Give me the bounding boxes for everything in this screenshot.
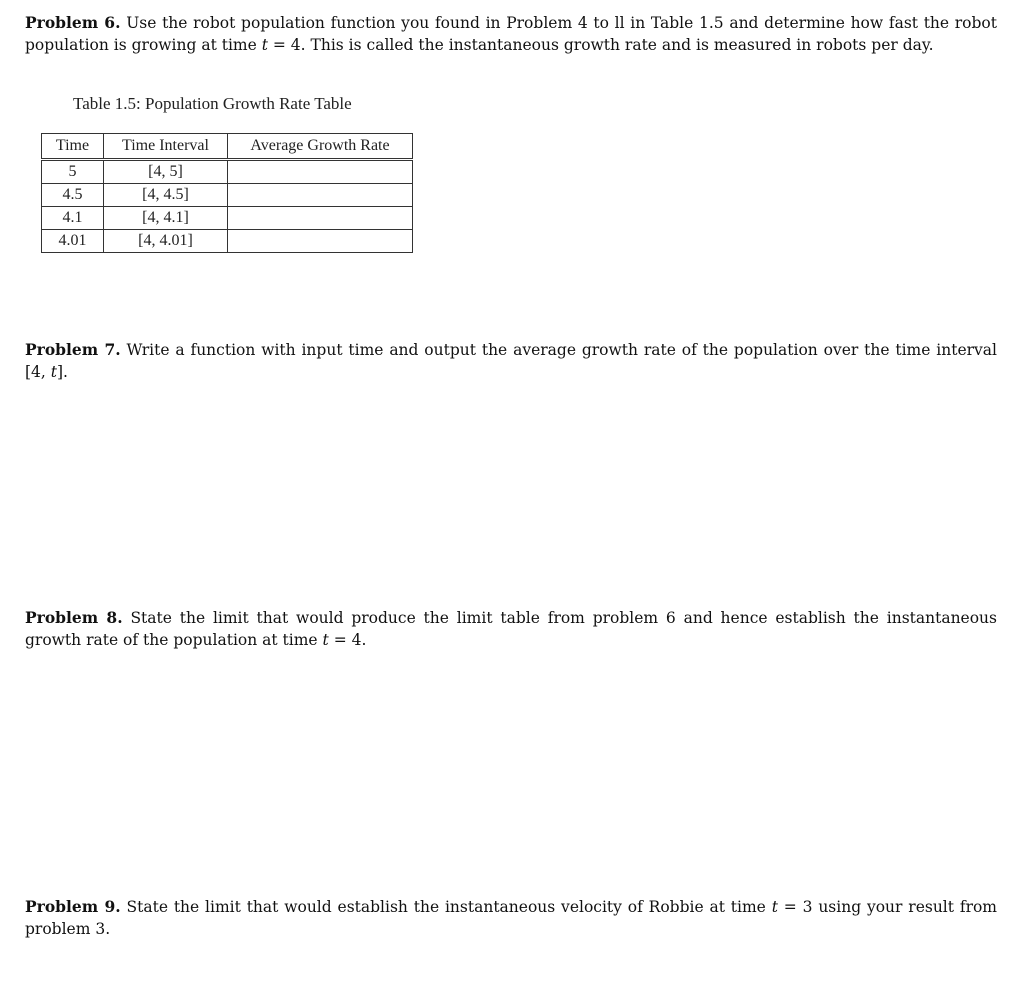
- cell-time: 4.1: [42, 207, 104, 230]
- cell-interval: [4, 4.01]: [104, 230, 228, 253]
- growth-rate-table: [41, 133, 413, 253]
- cell-rate: [228, 230, 413, 253]
- table-header-row: [42, 134, 413, 160]
- cell-rate: [228, 160, 413, 184]
- table-caption: Table 1.5: Population Growth Rate Table: [73, 94, 352, 113]
- problem-6-text-end: = 4. This is called the instantaneous growth rate and is measured in robots per day.: [267, 35, 934, 54]
- problem-9-text: State the limit that would establish the instantaneous velocity of Robbie at time: [120, 898, 772, 916]
- problem-7-label: Problem 7.: [25, 340, 121, 359]
- cell-rate: [228, 207, 413, 230]
- header-average-growth-rate: Average Growth Rate: [228, 134, 413, 160]
- problem-8-text: State the limit that would produce the limit table from problem 6 and hence establish the instantaneous growth rate of the population at time: [25, 609, 997, 649]
- problem-9-variable: t: [771, 898, 778, 916]
- cell-rate: [228, 184, 413, 207]
- problem-8-label: Problem 8.: [25, 608, 123, 627]
- cell-interval: [4, 4.1]: [104, 207, 228, 230]
- problem-7-text: Write a function with input time and output the average growth rate of the population over the time interval: [120, 341, 997, 359]
- problem-8-variable: t: [322, 630, 329, 649]
- problem-7-interval-open: [4,: [25, 362, 51, 381]
- header-time: Time: [42, 134, 104, 160]
- problem-9-text-end: = 3 using your result from problem 3.: [25, 898, 998, 938]
- problem-8-text-end: = 4.: [328, 630, 367, 649]
- problem-7-interval-close: ].: [57, 362, 68, 381]
- table-row: [42, 230, 413, 253]
- table-row: [42, 184, 413, 207]
- problem-6-text: Use the robot population function you found in Problem 4 to ll in Table 1.5 and determine how fast the robot population is growing at time: [25, 14, 997, 54]
- table-row: [42, 207, 413, 230]
- problem-8: [25, 607, 997, 651]
- problem-7-variable: t: [50, 362, 57, 381]
- problem-6: [25, 12, 997, 56]
- cell-time: 4.01: [42, 230, 104, 253]
- cell-time: 5: [42, 160, 104, 184]
- cell-time: 4.5: [42, 184, 104, 207]
- header-time-interval: Time Interval: [104, 134, 228, 160]
- table-row: [42, 160, 413, 184]
- problem-6-label: Problem 6.: [25, 13, 121, 32]
- problem-7: [25, 339, 997, 383]
- cell-interval: [4, 4.5]: [104, 184, 228, 207]
- problem-9: [25, 896, 997, 940]
- problem-9-label: Problem 9.: [25, 897, 121, 916]
- cell-interval: [4, 5]: [104, 160, 228, 184]
- problem-6-variable: t: [261, 35, 268, 54]
